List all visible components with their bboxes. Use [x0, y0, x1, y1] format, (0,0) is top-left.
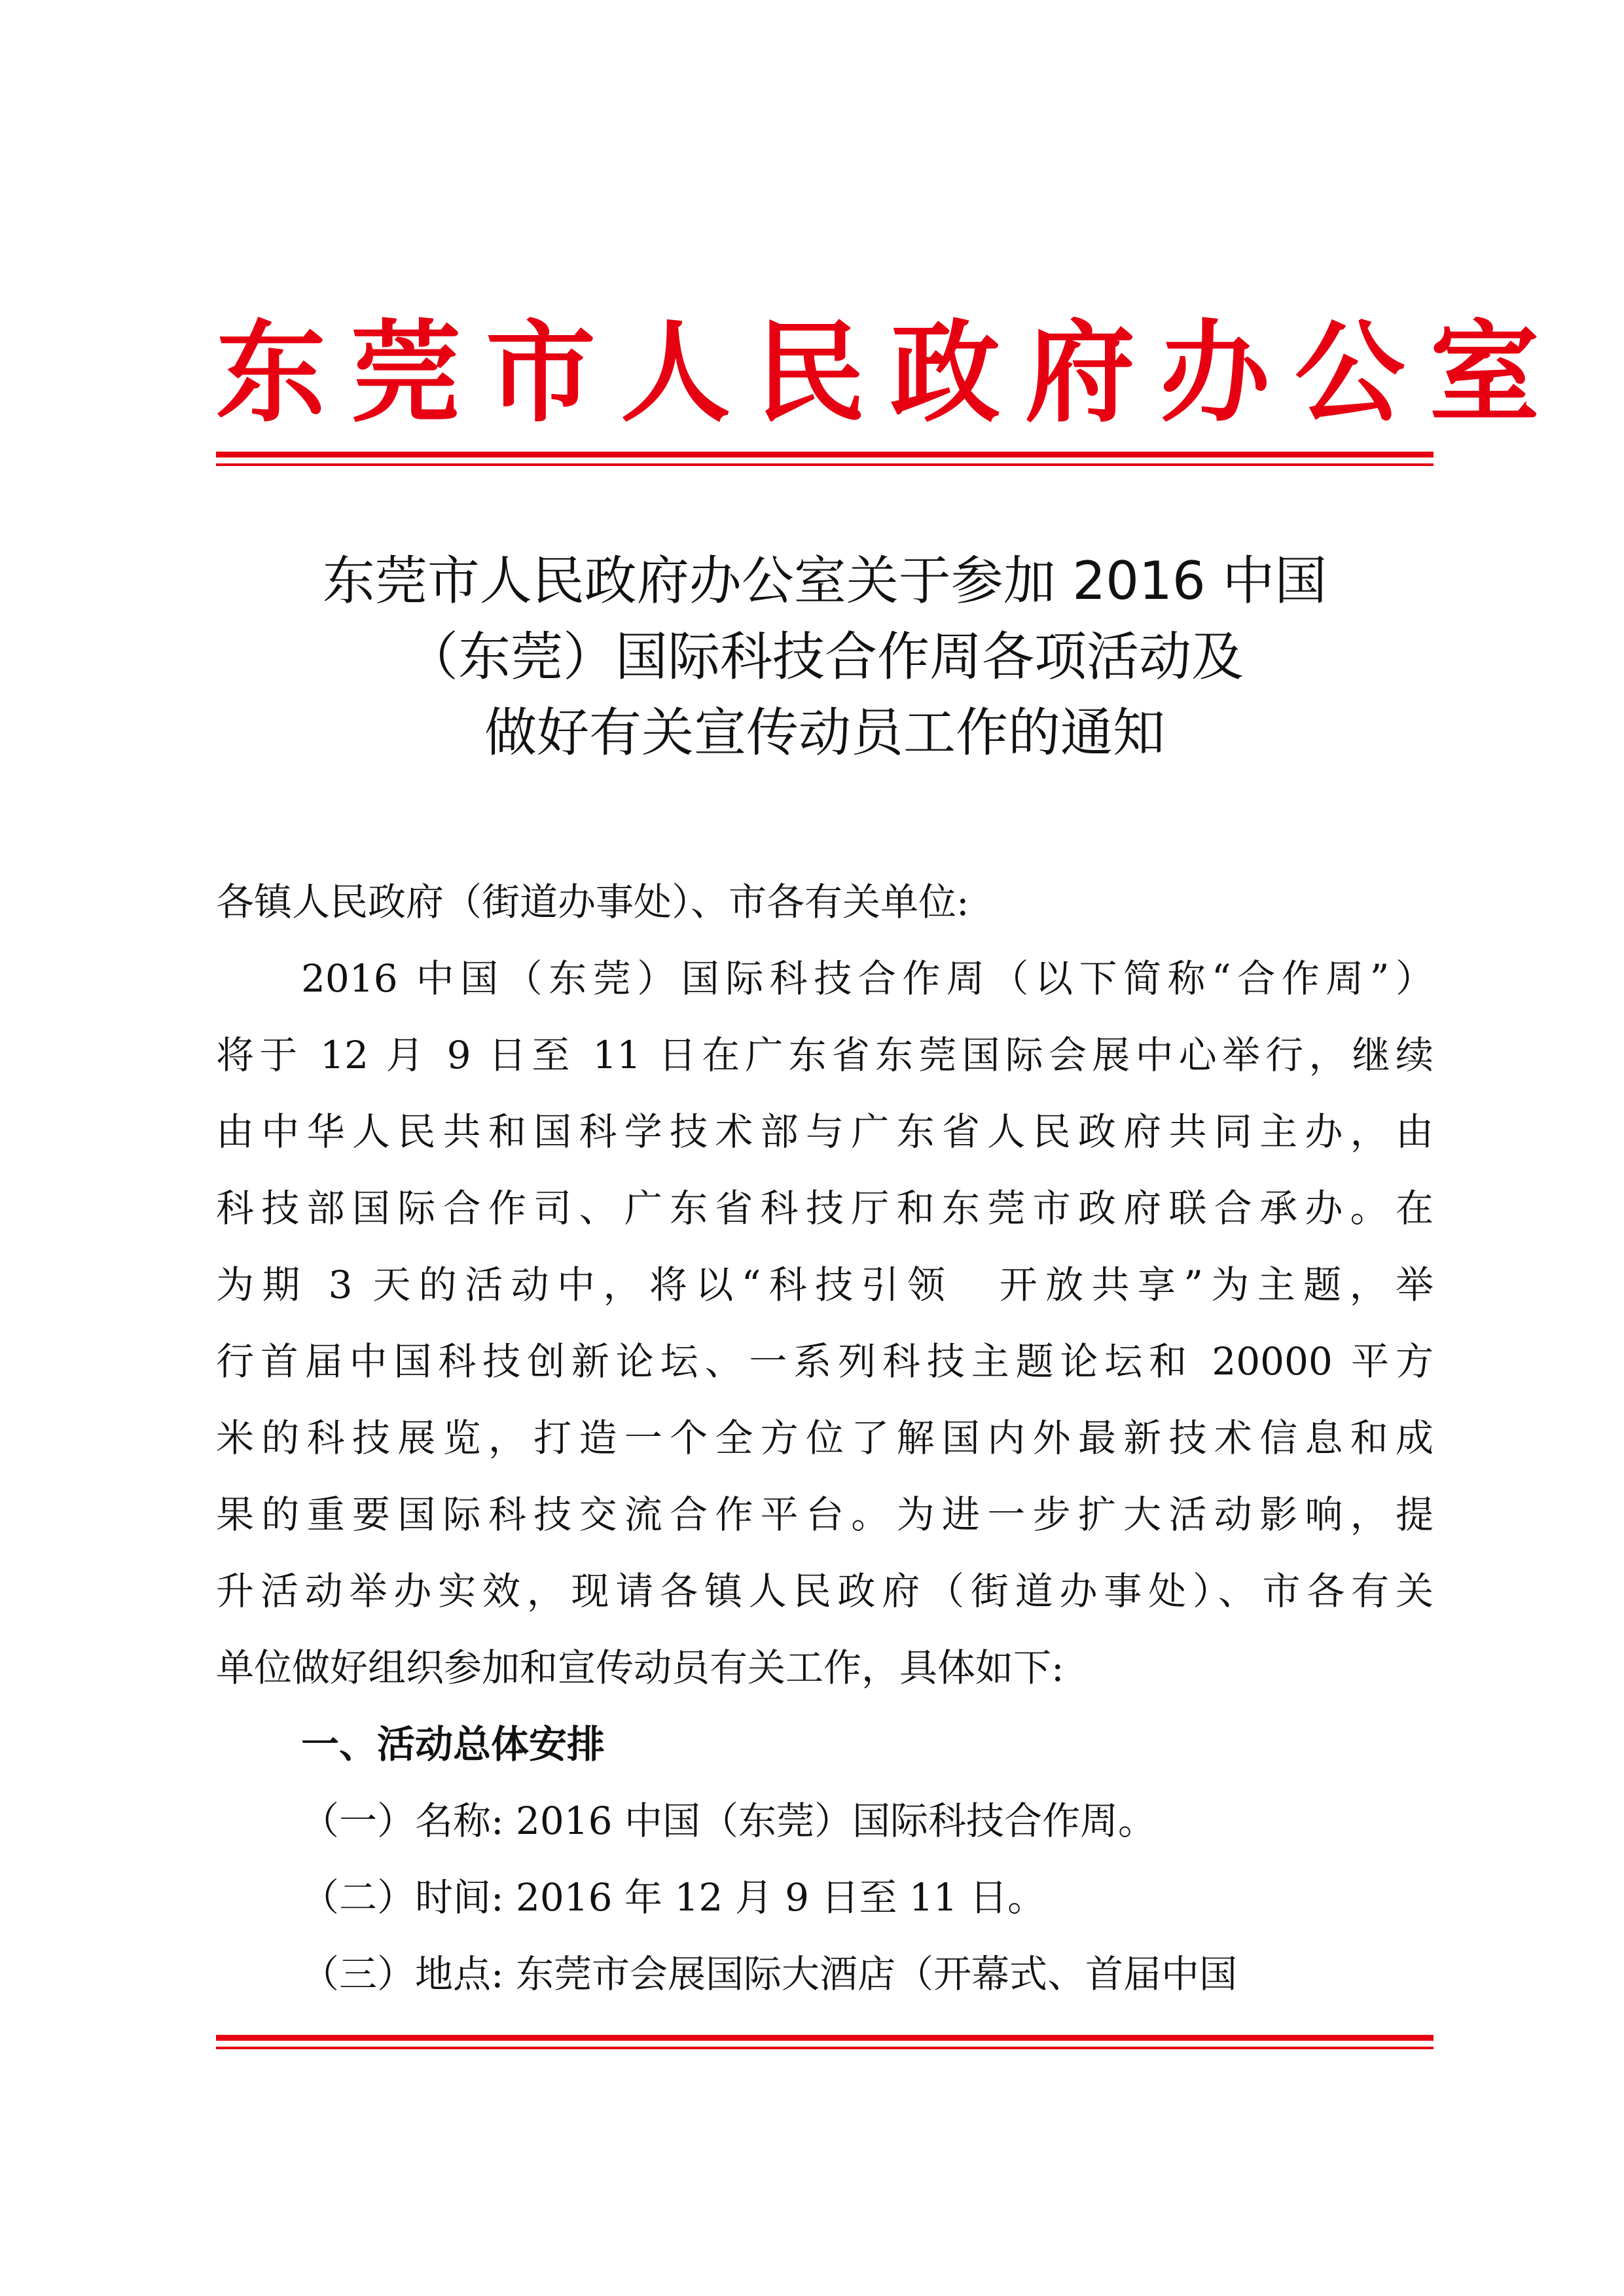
paragraph-line: 米的科技展览，打造一个全方位了解国内外最新技术信息和成: [216, 1416, 1434, 1460]
letterhead-divider-thin: [216, 463, 1434, 466]
title-line: 做好有关宣传动员工作的通知: [484, 702, 1165, 763]
section-heading: 一、活动总体安排: [301, 1722, 605, 1767]
title-line: 东莞市人民政府办公室关于参加 2016 中国: [322, 550, 1327, 611]
paragraph-line: 科技部国际合作司、广东省科技厅和东莞市政府联合承办。在: [216, 1186, 1434, 1230]
salutation: 各镇人民政府（街道办事处）、市各有关单位:: [216, 880, 969, 924]
letterhead-org-name: 东莞市人民政府办公室: [216, 309, 1564, 437]
letterhead-divider-thick: [216, 452, 1434, 457]
notice-title: [216, 543, 1434, 771]
footer-divider-thin: [216, 2047, 1434, 2049]
paragraph-line: 由中华人民共和国科学技术部与广东省人民政府共同主办，由: [216, 1109, 1434, 1154]
list-item: （二）时间: 2016 年 12 月 9 日至 11 日。: [301, 1875, 1046, 1920]
title-line: （东莞）国际科技合作周各项活动及: [406, 626, 1244, 687]
paragraph-line: 升活动举办实效，现请各镇人民政府（街道办事处）、市各有关: [216, 1569, 1434, 1613]
paragraph-line: 行首届中国科技创新论坛、一系列科技主题论坛和 20000 平方: [216, 1339, 1434, 1384]
paragraph-line: 将于 12 月 9 日至 11 日在广东省东莞国际会展中心举行，继续: [216, 1033, 1434, 1077]
notice-body: [216, 864, 1434, 2013]
footer-divider-thick: [216, 2035, 1434, 2041]
paragraph-line: 果的重要国际科技交流合作平台。为进一步扩大活动影响，提: [216, 1492, 1434, 1537]
paragraph-line: 2016 中国（东莞）国际科技合作周（以下简称“合作周”）: [301, 956, 1434, 1001]
list-item: （三）地点: 东莞市会展国际大酒店（开幕式、首届中国: [301, 1952, 1237, 1996]
paragraph-line: 为期 3 天的活动中，将以“科技引领 开放共享”为主题，举: [216, 1263, 1434, 1307]
paragraph-line: 单位做好组织参加和宣传动员有关工作，具体如下:: [216, 1645, 1064, 1690]
list-item: （一）名称: 2016 中国（东莞）国际科技合作周。: [301, 1799, 1157, 1843]
